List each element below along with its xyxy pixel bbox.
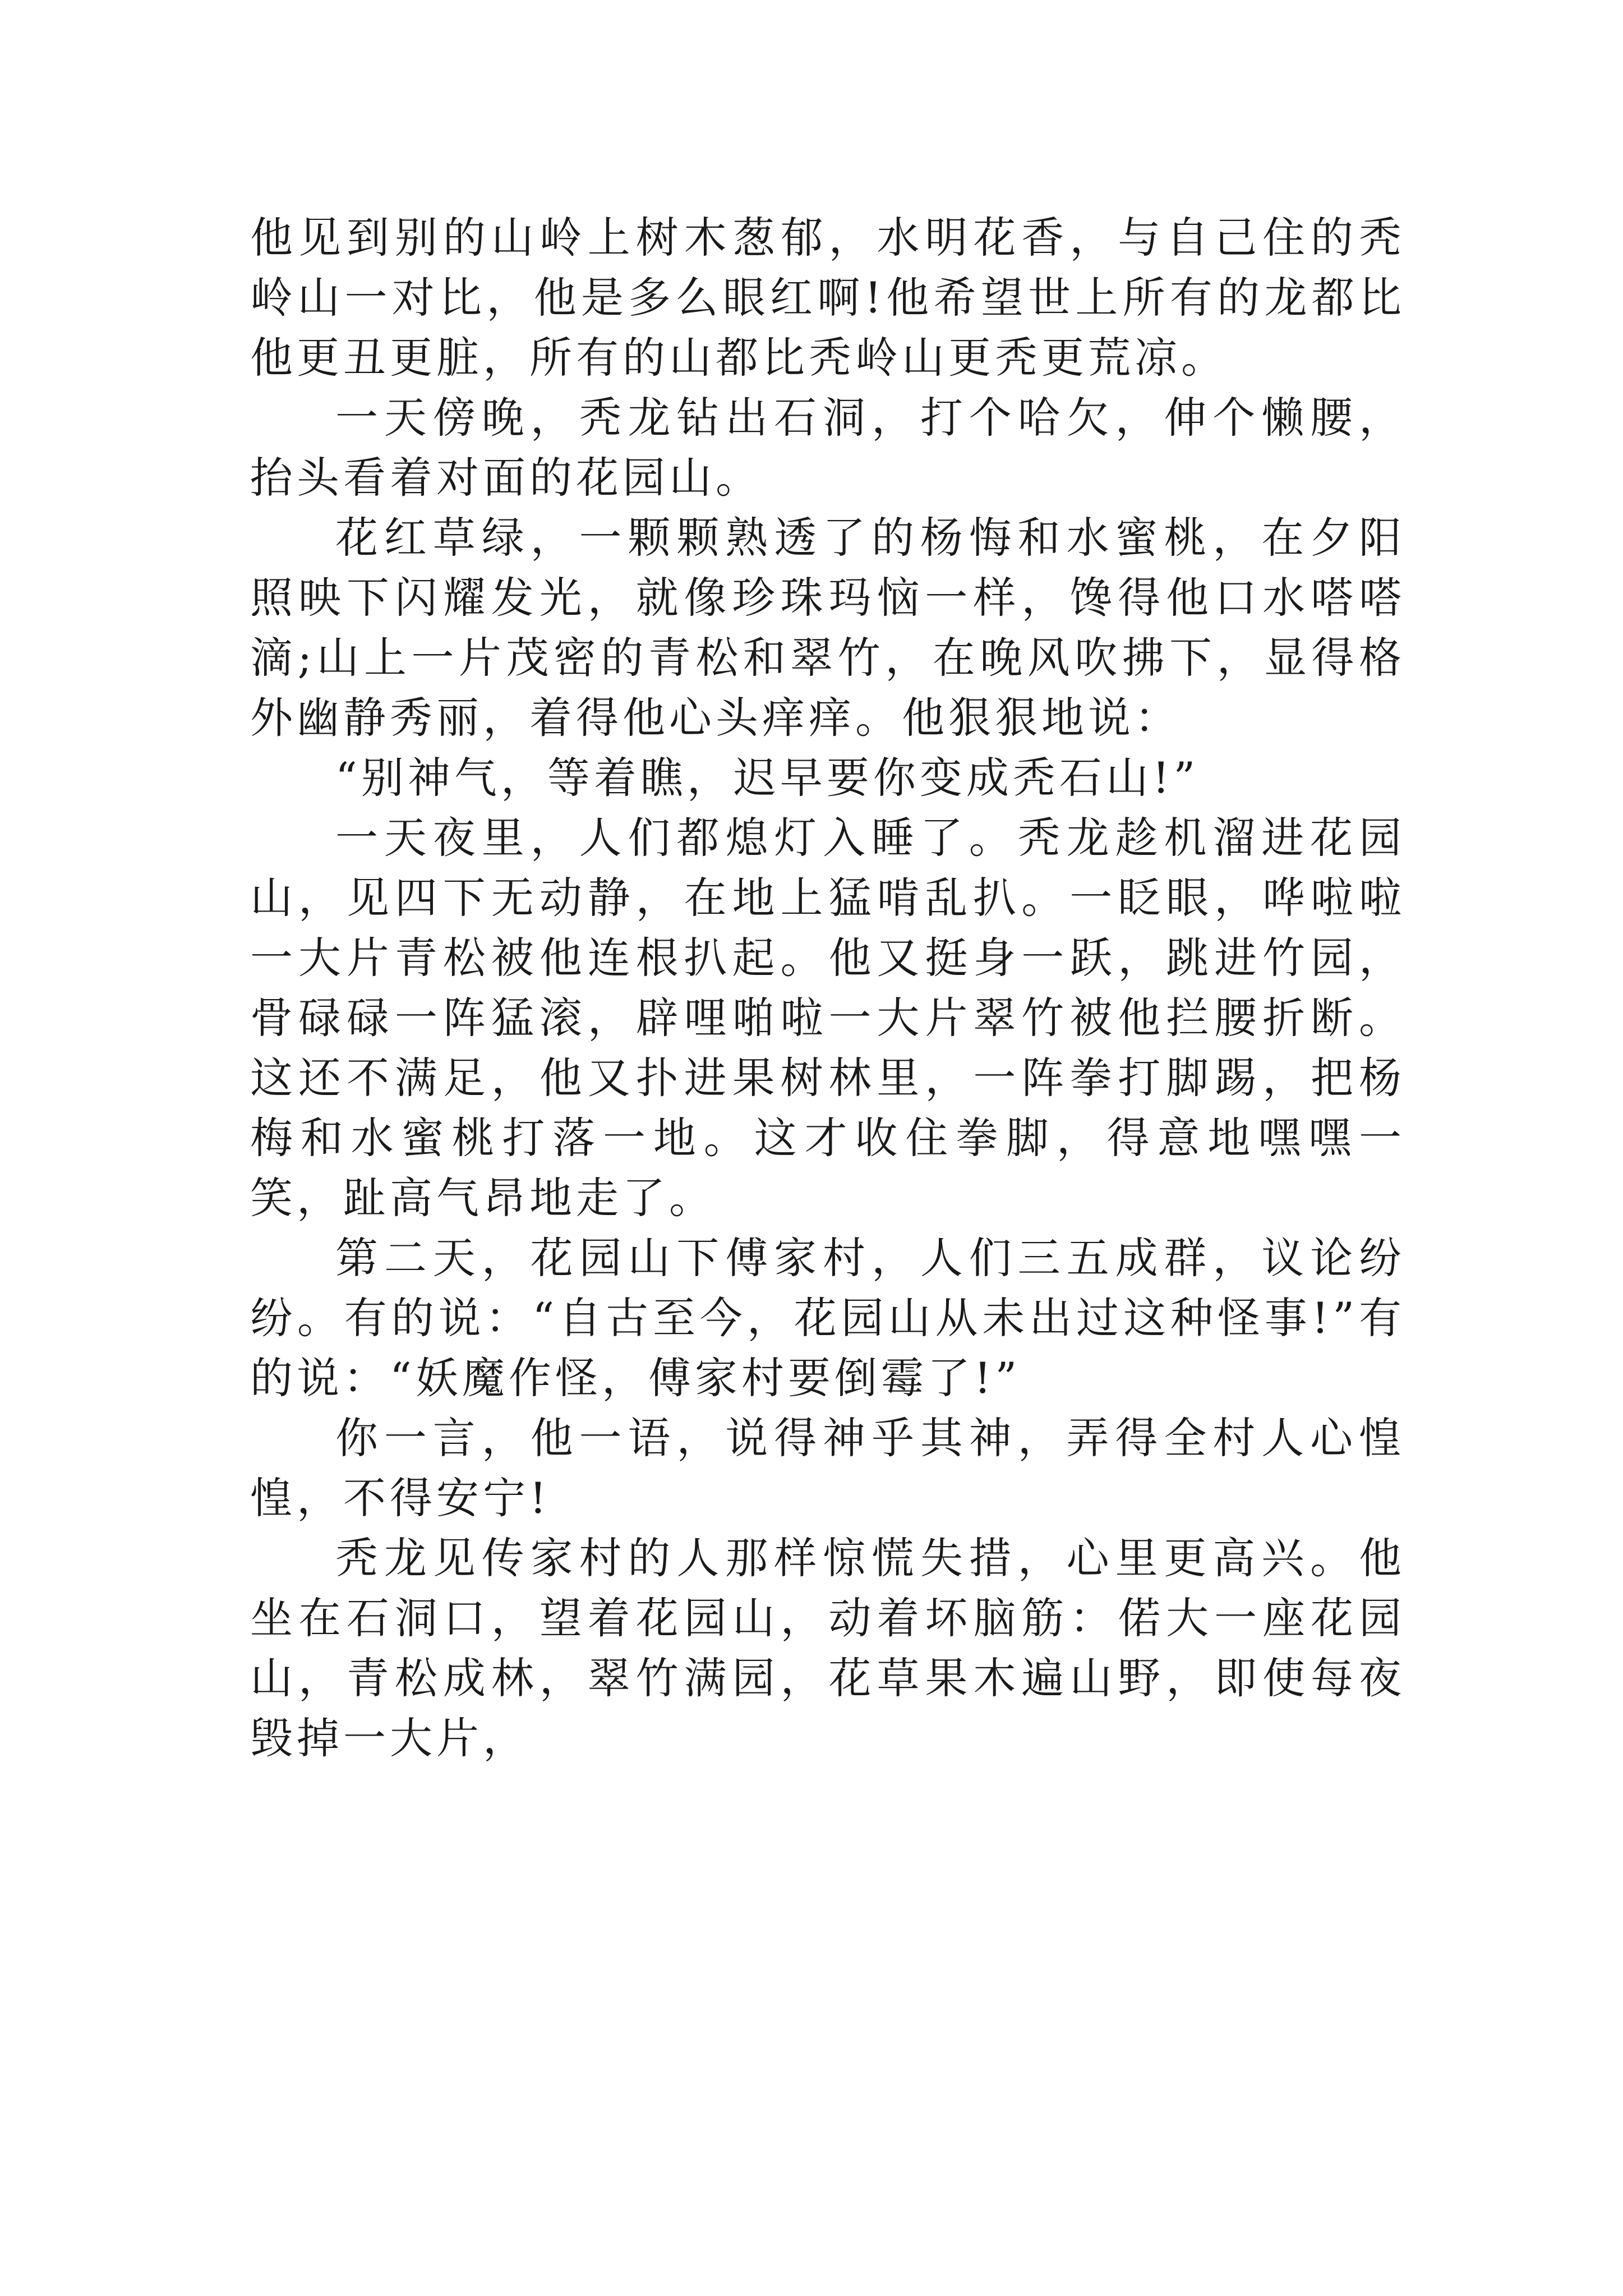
paragraph: 他见到别的山岭上树木葱郁，水明花香，与自己住的秃岭山一对比，他是多么眼红啊!他希望世上所有的龙都比他更丑更脏，所有的山都比秃岭山更秃更荒凉。 xyxy=(250,213,1405,383)
paragraph: 花红草绿，一颗颗熟透了的杨悔和水蜜桃，在夕阳照映下闪耀发光，就像珍珠玛恼一样，馋得他口水嗒嗒滴;山上一片茂密的青松和翠竹，在晚风吹拂下，显得格外幽静秀丽，着得他心头痒痒。他狠狠地说： xyxy=(250,513,1405,743)
paragraph: 第二天，花园山下傅家村，人们三五成群，议论纷纷。有的说：“自古至今，花园山从未出过这种怪事!”有的说：“妖魔作怪，傅家村要倒霉了!” xyxy=(250,1233,1405,1403)
dialogue-paragraph: “别神气，等着瞧，迟早要你变成秃石山!” xyxy=(335,753,1200,803)
paragraph: 一天夜里，人们都熄灯入睡了。秃龙趁机溜进花园山，见四下无动静，在地上猛啃乱扒。一眨眼，哗啦啦一大片青松被他连根扒起。他又挺身一跃，跳进竹园，骨碌碌一阵猛滚，辟哩啪啦一大片翠竹被他拦腰折断。这还不满足，他又扑进果树林里，一阵拳打脚踢，把杨梅和水蜜桃打落一地。这才收住拳脚，得意地嘿嘿一笑，趾高气昂地走了。 xyxy=(250,813,1405,1223)
paragraph: 一天傍晚，秃龙钻出石洞，打个哈欠，伸个懒腰，抬头看着对面的花园山。 xyxy=(250,393,1405,503)
story-text xyxy=(250,208,1405,1768)
paragraph: 秃龙见传家村的人那样惊慌失措，心里更高兴。他坐在石洞口，望着花园山，动着坏脑筋：偌大一座花园山，青松成林，翠竹满园，花草果木遍山野，即使每夜毁掉一大片， xyxy=(250,1533,1405,1763)
paragraph: 你一言，他一语，说得神乎其神，弄得全村人心惶惶，不得安宁! xyxy=(250,1413,1405,1523)
